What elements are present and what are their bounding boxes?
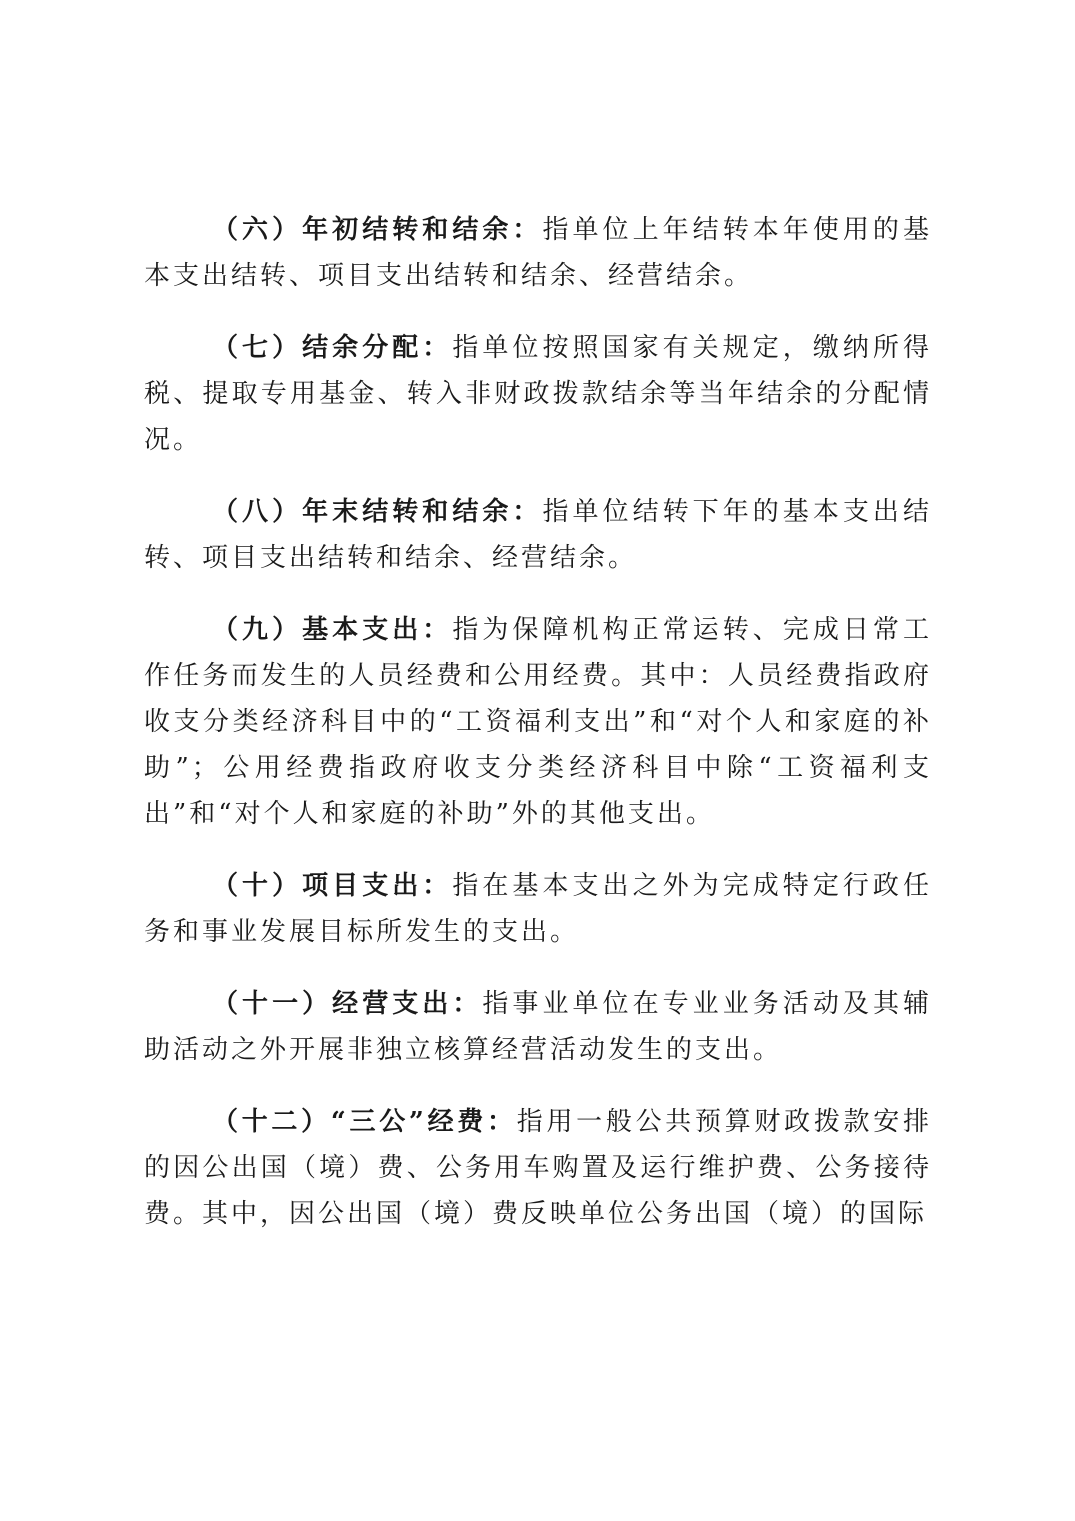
paragraph-body: 指在基本支出之外为完成特定行政任务和事业发展目标所发生的支出。 xyxy=(144,871,932,947)
paragraph-body: 指单位结转下年的基本支出结转、项目支出结转和结余、经营结余。 xyxy=(144,497,932,573)
term-heading: （六）年初结转和结余： xyxy=(212,215,543,245)
term-heading: （十二）“三公”经费： xyxy=(212,1107,517,1137)
paragraph-8 xyxy=(144,489,932,581)
term-heading: （七）结余分配： xyxy=(212,333,453,363)
paragraph-11 xyxy=(144,981,932,1073)
document-page xyxy=(144,207,932,1263)
paragraph-12 xyxy=(144,1099,932,1237)
paragraph-10 xyxy=(144,863,932,955)
paragraph-body: 指为保障机构正常运转、完成日常工作任务而发生的人员经费和公用经费。其中：人员经费指政府收支分类经济科目中的“工资福利支出”和“对个人和家庭的补助”；公用经费指政府收支分类经济科目中除“工资福利支出”和“对个人和家庭的补助”外的其他支出。 xyxy=(144,615,932,829)
paragraph-7 xyxy=(144,325,932,463)
paragraph-6 xyxy=(144,207,932,299)
paragraph-body: 指事业单位在专业业务活动及其辅助活动之外开展非独立核算经营活动发生的支出。 xyxy=(144,989,932,1065)
paragraph-body: 指单位按照国家有关规定，缴纳所得税、提取专用基金、转入非财政拨款结余等当年结余的分配情况。 xyxy=(144,333,932,455)
paragraph-body: 指单位上年结转本年使用的基本支出结转、项目支出结转和结余、经营结余。 xyxy=(144,215,932,291)
term-heading: （十）项目支出： xyxy=(212,871,453,901)
paragraph-body: 指用一般公共预算财政拨款安排的因公出国（境）费、公务用车购置及运行维护费、公务接待费。其中，因公出国（境）费反映单位公务出国（境）的国际 xyxy=(144,1107,932,1229)
paragraph-9 xyxy=(144,607,932,837)
term-heading: （八）年末结转和结余： xyxy=(212,497,543,527)
term-heading: （十一）经营支出： xyxy=(212,989,483,1019)
term-heading: （九）基本支出： xyxy=(212,615,453,645)
